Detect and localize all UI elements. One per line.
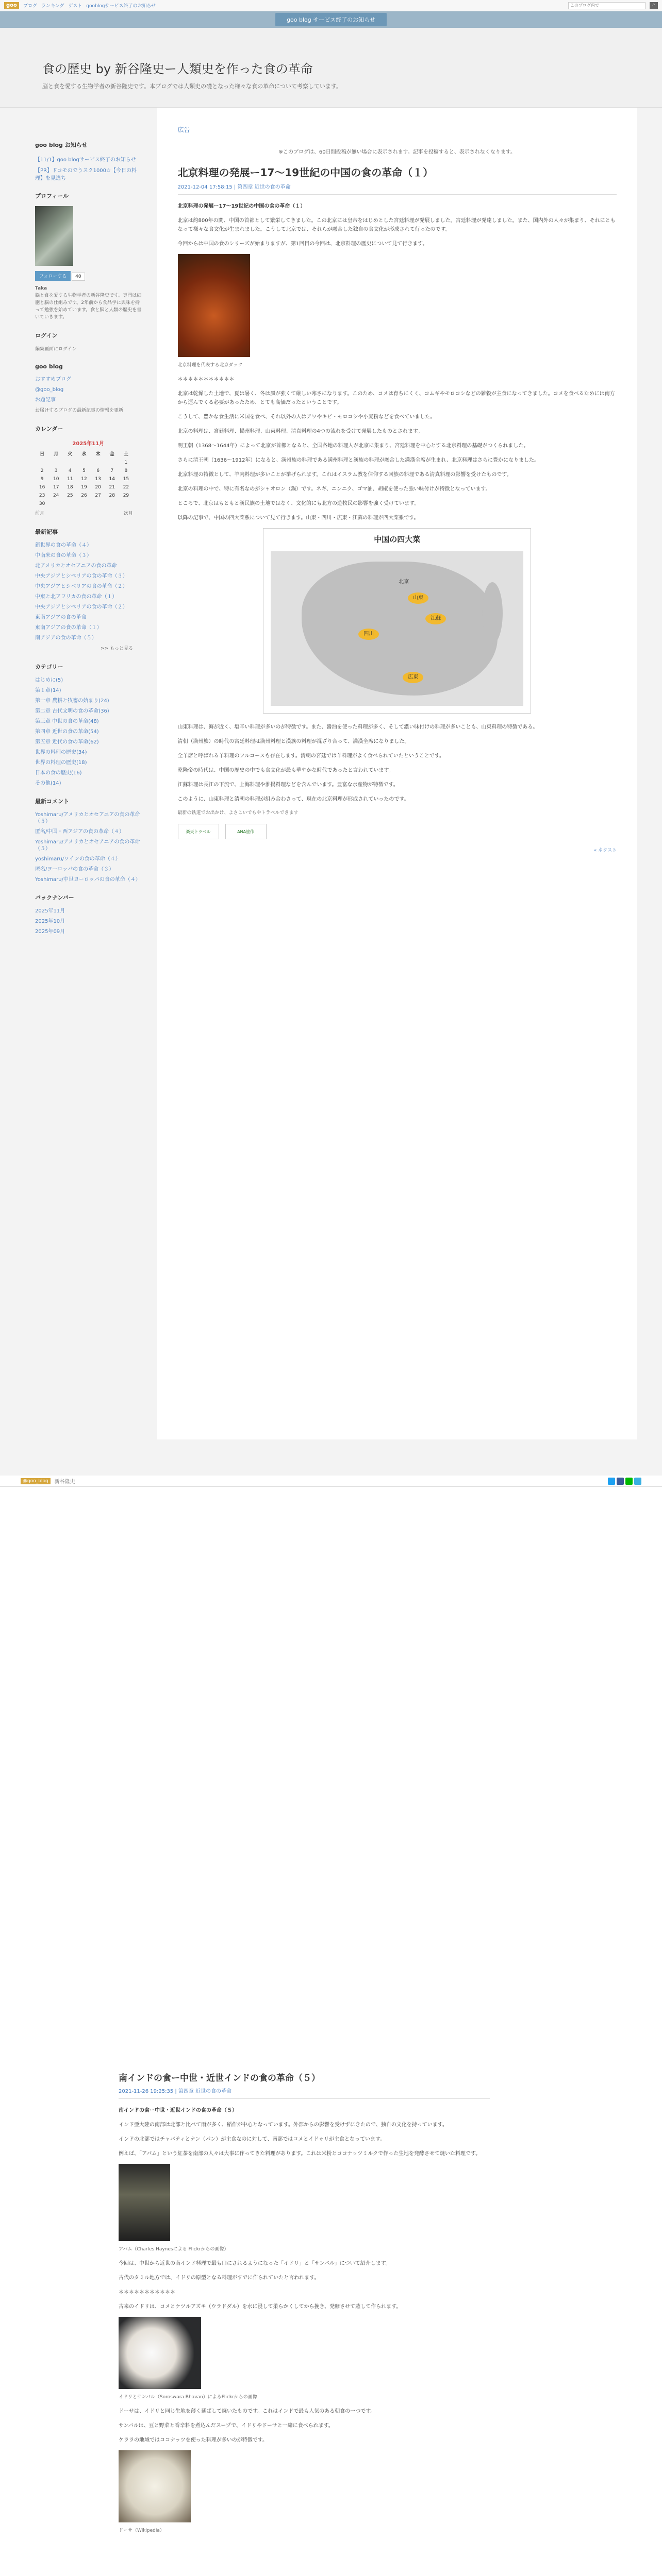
- profile-name: Taka: [35, 286, 47, 291]
- cuisine-map[interactable]: [263, 528, 531, 714]
- top-link-notice[interactable]: gooblogサービス終了のお知らせ: [86, 4, 156, 9]
- calendar-prev[interactable]: 前月: [35, 511, 45, 516]
- recent-article-link[interactable]: 中央アジアとシベリアの食の革命（３）: [35, 573, 128, 579]
- calendar-day[interactable]: 14: [109, 477, 115, 482]
- calendar-day[interactable]: 12: [81, 477, 87, 482]
- comment-list: [35, 811, 142, 883]
- goo-blog-logo[interactable]: @goo_blog: [21, 1478, 51, 1484]
- category-link[interactable]: 第１章(14): [35, 688, 61, 693]
- goo-link[interactable]: おすすめブログ: [35, 377, 72, 382]
- news-heading: goo blog お知らせ: [35, 142, 88, 148]
- category-link[interactable]: 第四章 近世の食の革命(54): [35, 729, 99, 735]
- announcement-bar: [0, 11, 662, 28]
- article-meta[interactable]: 2021-12-04 17:58:15 | 第四章 近世の食の革命: [178, 182, 617, 195]
- calendar-day: [63, 500, 77, 508]
- paragraph: 北京は乾燥した土地で、夏は暑く、冬は風が強くて厳しい寒さになります。このため、コメは育ちにくく、コムギやモロコシなどの雑穀が主食になってきました。コメを食べるためには南方から運んでくる必要があったため、とても高価だったということです。: [177, 391, 615, 405]
- calendar-day[interactable]: 30: [39, 501, 45, 506]
- article-subtitle: 南インドの食ー中世・近世インドの食の革命（５）: [119, 2108, 237, 2113]
- calendar-weekday: 火: [68, 452, 73, 457]
- footer-spacer: [0, 1439, 662, 1476]
- recent-article-link[interactable]: 中東と北アフリカの食の革命（１）: [35, 594, 118, 600]
- follow-row: [35, 271, 142, 281]
- map-region-guangdong: 広東: [403, 672, 423, 683]
- search-icon[interactable]: ⌕: [650, 2, 658, 9]
- map-label-beijing: 北京: [399, 579, 409, 585]
- profile-text: 脳と食を愛する生物学者の新谷隆史です。専門は細胞と脳の仕組みです。2年前から食品学に興味を持って勉強を始めています。食と脳と人類の歴史を書いていきます。: [35, 293, 142, 320]
- paragraph: 全羊席と呼ばれる羊料理のフルコースも存在します。清朝の宮廷では羊料理がよく食べられていたということです。: [177, 753, 445, 759]
- paragraph: 例えば、「アパム」という紅茶を南部の人々は大事に作ってきた料理があります。これは米粉とココナッツミルクで作った生地を発酵させて焼いた料理です。: [119, 2151, 481, 2157]
- calendar-next[interactable]: 次月: [123, 511, 133, 516]
- inactivity-notice: ※このブログは、60日間投稿が無い場合に表示されます。記事を投稿すると、表示されなくなります。: [278, 149, 516, 155]
- calendar: [35, 439, 142, 517]
- recent-more[interactable]: >> もっと見る: [101, 646, 133, 651]
- comments-heading: 最新コメント: [35, 798, 69, 805]
- facebook-icon[interactable]: [617, 1478, 624, 1485]
- category-list: [35, 677, 142, 787]
- line-icon[interactable]: [625, 1478, 633, 1485]
- paragraph: 今回からは中国の食のシリーズが始まりますが、第1回目の今回は、北京料理の歴史について見て行きます。: [177, 241, 428, 247]
- blog-header: [0, 28, 662, 108]
- category-link[interactable]: 世界の料理の歴史(18): [35, 760, 87, 766]
- news-list: [35, 155, 142, 181]
- sidebar: [25, 108, 142, 1439]
- paragraph: さらに清王朝（1636〜1912年）になると、満州族の料理である満州料理と漢族の料理が融合した満漢全席が生まれ、北京料理はさらに豊かになりました。: [177, 457, 540, 463]
- paragraph: 古代のタミル地方では、イドリの原型となる料理がすでに作られていたと言われます。: [119, 2275, 320, 2281]
- news-item[interactable]: 【11/1】goo blogサービス終了のお知らせ: [35, 157, 136, 163]
- calendar-day: [63, 459, 77, 467]
- calendar-day[interactable]: 9: [40, 477, 44, 482]
- calendar-day[interactable]: 20: [95, 485, 101, 490]
- calendar-day[interactable]: 25: [67, 493, 73, 498]
- calendar-day[interactable]: 8: [124, 468, 128, 473]
- category-link[interactable]: その他(14): [35, 781, 61, 786]
- blog-description: 脳と食を愛する生物学者の新谷隆史です。本ブログでは人類史の礎となった様々な食の革命について考察しています。: [42, 83, 342, 90]
- calendar-day[interactable]: 21: [109, 485, 115, 490]
- share-icons: [608, 1478, 641, 1485]
- login-link[interactable]: 編集画面にログイン: [35, 347, 77, 352]
- calendar-day: [105, 500, 119, 508]
- ad-banner[interactable]: ANA旅作: [225, 824, 267, 839]
- secondary-bar: [0, 1476, 662, 1487]
- paragraph: 清朝（満州族）の時代の宮廷料理は満州料理と漢族の料理が混ざり合って、満漢全席になりました。: [177, 739, 410, 744]
- calendar-weekday: 水: [81, 452, 87, 457]
- page-layout: [0, 108, 662, 1439]
- article-body: [178, 202, 617, 804]
- calendar-day[interactable]: 17: [53, 485, 59, 490]
- recent-article-link[interactable]: 中央アジアとシベリアの食の革命（２）: [35, 584, 128, 589]
- goo-link[interactable]: @goo_blog: [35, 387, 64, 393]
- calendar-day[interactable]: 23: [39, 493, 45, 498]
- paragraph: 以降の記事で、中国の四大菜系について見て行きます。山東・四川・広東・江蘇の料理が四大菜系です。: [177, 515, 419, 521]
- calendar-day: [91, 459, 105, 467]
- goo-links: [35, 376, 142, 403]
- image-caption: 北京料理を代表する北京ダック: [177, 363, 243, 368]
- main-article: [157, 108, 637, 1439]
- archive-heading: バックナンバー: [35, 894, 74, 901]
- calendar-table: [35, 449, 133, 508]
- paragraph: 明王朝（1368〜1644年）によって北京が首都となると、全国各地の料理人が北京に集まり、宮廷料理を中心とする北京料理の基礎がつくられました。: [177, 443, 529, 449]
- paragraph: ドーサは、イドリと同じ生地を薄く延ばして焼いたものです。これはインドで最も人気のある朝食の一つです。: [119, 2409, 376, 2414]
- calendar-weekday: 土: [123, 452, 128, 457]
- recent-list: [35, 542, 142, 641]
- top-link-blog[interactable]: ブログ: [23, 4, 37, 9]
- image-caption: アパム（Charles Haynesによる Flickrからの画像）: [119, 2247, 229, 2252]
- calendar-day[interactable]: 16: [39, 485, 45, 490]
- top-links: [23, 2, 564, 9]
- archive-list: [35, 908, 142, 935]
- calendar-day[interactable]: 27: [95, 493, 101, 498]
- calendar-day[interactable]: 28: [109, 493, 115, 498]
- calendar-day[interactable]: 15: [123, 477, 129, 482]
- recent-article-link[interactable]: 東南アジアの食の革命: [35, 615, 87, 620]
- goo-heading: goo blog: [35, 363, 63, 370]
- paragraph: このように、山東料理と清朝の料理が組み合わさって、現在の北京料理が形成されていったのです。: [177, 796, 409, 802]
- calendar-day[interactable]: 11: [67, 477, 73, 482]
- category-link[interactable]: 第一章 農耕と牧畜の始まり(24): [35, 698, 109, 704]
- calendar-day: [35, 459, 49, 467]
- comment-link[interactable]: 匿名/ヨーロッパの食の革命（３）: [35, 867, 114, 872]
- category-link[interactable]: 日本の食の歴史(16): [35, 770, 82, 776]
- comment-link[interactable]: Yoshimaru/アメリカとオセアニアの食の革命（５）: [35, 812, 140, 824]
- recent-article-link[interactable]: 新世界の食の革命（４）: [35, 543, 92, 548]
- calendar-day[interactable]: 2: [40, 468, 44, 473]
- hatena-icon[interactable]: [634, 1478, 641, 1485]
- search-input[interactable]: [568, 2, 646, 9]
- paragraph: 今回は、中世から近世の南インド料理で最も口にされるようになった「イドリ」と「サンバル」について紹介します。: [119, 2261, 391, 2266]
- recent-article-link[interactable]: 中央アジアとシベリアの食の革命（２）: [35, 604, 128, 610]
- calendar-day[interactable]: 29: [123, 493, 129, 498]
- paragraph: ケララの地域ではココナッツを使った料理が多いのが特徴です。: [119, 2437, 268, 2443]
- article-meta[interactable]: 2021-11-26 19:25:35 | 第四章 近世の食の革命: [119, 2087, 490, 2099]
- paragraph: 北京の料理の中で、特に有名なのがシャオロン（鍋）です。ネギ、ニンニク、ゴマ油、胡椒を使った強い味付けが特徴となっています。: [177, 486, 491, 492]
- second-article: [0, 2050, 662, 2576]
- top-link-guest[interactable]: ゲスト: [68, 4, 82, 9]
- paragraph: 北京料理の特徴として、羊肉料理が多いことが挙げられます。これはイスラム教を信仰する回族の料理である清真料理の影響を受けたものです。: [177, 472, 512, 478]
- calendar-day[interactable]: 22: [123, 485, 129, 490]
- paragraph: サンバルは、豆と野菜と香辛料を煮込んだスープで、イドリやドーサと一緒に食べられます。: [119, 2423, 334, 2429]
- goo-text: お届けするブログの最新記事の情報を更新: [35, 408, 124, 413]
- paragraph: インド亜大陸の南部は北部と比べて雨が多く、稲作が中心となっています。外部からの影響を受けずにきたので、独自の文化を持っています。: [119, 2122, 448, 2128]
- calendar-day[interactable]: 3: [54, 468, 58, 473]
- comment-link[interactable]: Yoshimaru/中世ヨーロッパの食の革命（４）: [35, 877, 141, 883]
- calendar-day: [119, 500, 133, 508]
- article-title[interactable]: 北京料理の発展ー17〜19世紀の中国の食の革命（１）: [177, 166, 434, 179]
- calendar-day: [77, 459, 91, 467]
- paragraph: 江蘇料理は長江の下流で、上海料理や淮揚料理などを含んでいます。豊富な水産物が特徴です。: [177, 782, 399, 788]
- recent-article-link[interactable]: 東南アジアの食の革命（１）: [35, 625, 102, 631]
- japan-landmass: [482, 582, 503, 644]
- appam-image[interactable]: [119, 2164, 170, 2241]
- peking-duck-image[interactable]: [178, 254, 250, 357]
- follower-count: 40: [72, 273, 85, 281]
- map-region-shandong: 山東: [408, 592, 428, 604]
- calendar-weekday: 金: [109, 452, 114, 457]
- ad-row: [178, 824, 617, 839]
- article-subtitle: 北京料理の発展ー17〜19世紀の中国の食の革命（１）: [177, 204, 306, 209]
- calendar-weekday: 月: [54, 452, 59, 457]
- calendar-day: [91, 500, 105, 508]
- calendar-day[interactable]: 18: [67, 485, 73, 490]
- blog-title[interactable]: 食の歴史 by 新谷隆史ー人類史を作った食の革命: [42, 62, 313, 76]
- ad-text: 最新の鉄道でお出かけ、よさこいでもやトラベルできます: [177, 810, 299, 816]
- ad-space: [0, 1487, 662, 2050]
- news-item[interactable]: 【PR】ドコモのでうスク1000☆【今日の料理】を見逃ち: [35, 168, 137, 181]
- category-heading: カテゴリー: [35, 664, 63, 670]
- top-link-ranking[interactable]: ランキング: [41, 4, 64, 9]
- calendar-day: [77, 500, 91, 508]
- calendar-day[interactable]: 24: [53, 493, 59, 498]
- calendar-day[interactable]: 10: [53, 477, 59, 482]
- calendar-month: 2025年11月: [72, 441, 105, 447]
- calendar-day[interactable]: 19: [81, 485, 87, 490]
- category-link[interactable]: 第二章 古代文明の食の革命(36): [35, 708, 109, 714]
- divider: ＊＊＊＊＊＊＊＊＊＊＊: [177, 377, 235, 382]
- category-link[interactable]: 第五章 近代の食の革命(62): [35, 739, 99, 745]
- login-heading: ログイン: [35, 332, 58, 339]
- paragraph: 乾隆帝の時代は、中国の歴史の中でも食文化が最も華やかな時代であったと言われています。: [177, 768, 394, 773]
- announcement-link[interactable]: goo blog サービス終了のお知らせ: [275, 13, 387, 26]
- calendar-day: [49, 500, 63, 508]
- goo-link[interactable]: お題記事: [35, 397, 56, 403]
- recent-article-link[interactable]: 南アジアの食の革命（５）: [35, 635, 97, 641]
- follow-button[interactable]: フォローする: [35, 271, 71, 281]
- paragraph: 北京は約800年の間、中国の首都として繁栄してきました。この北京には皇帝をはじめとした宮廷料理が発展しました。宮廷料理が発達しました。また、国内外の人々が集まり、それにともなって様々な食文化が生まれました。こうして北京では、それらが融合した独自の食文化が形成されて行ったのです。: [177, 218, 616, 232]
- comment-link[interactable]: yoshimaru/ワインの食の革命（４）: [35, 856, 121, 862]
- profile-heading: プロフィール: [35, 193, 69, 199]
- divider: ＊＊＊＊＊＊＊＊＊＊＊: [119, 2290, 175, 2295]
- calendar-weekday: 木: [95, 452, 101, 457]
- paragraph: こうして、豊かな食生活に米国を食べ、それ以外の人はアワやキビ・モロコシや小麦粉などを食べていました。: [177, 414, 436, 420]
- map-title: 中国の四大菜: [374, 535, 421, 544]
- calendar-day[interactable]: 26: [81, 493, 87, 498]
- article-body: [119, 2106, 490, 2533]
- paragraph: 古来のイドリは、コメとケツルアズキ（ウラドダル）を水に浸して柔らかくしてから挽き、発酵させて蒸して作られます。: [119, 2304, 402, 2310]
- calendar-day[interactable]: 7: [110, 468, 114, 473]
- image-caption: ドーサ（Wikipedia）: [119, 2528, 164, 2533]
- next-link[interactable]: « ネクスト: [593, 848, 617, 853]
- calendar-day: [49, 459, 63, 467]
- calendar-day[interactable]: 6: [96, 468, 100, 473]
- map-area: [271, 551, 523, 706]
- map-region-sichuan: 四川: [358, 629, 379, 640]
- category-link[interactable]: 世界の料理の歴史(34): [35, 750, 87, 755]
- recent-article-link[interactable]: 北アメリカとオセアニアの食の革命: [35, 563, 117, 569]
- recent-article-link[interactable]: 中南米の食の革命（３）: [35, 553, 92, 558]
- dosa-image[interactable]: [119, 2450, 191, 2522]
- archive-link[interactable]: 2025年09月: [35, 929, 65, 935]
- recent-heading: 最新記事: [35, 529, 58, 535]
- paragraph: インドの北部ではチャパティとナン（パン）が主食なのに対して、南部ではコメとイドゥリが主食となっています。: [119, 2137, 386, 2142]
- profile-image[interactable]: [35, 206, 73, 266]
- paragraph: 山東料理は、海が近く、塩辛い料理が多いのが特徴です。また、醤油を使った料理が多く、そして濃い味付けの料理が多いことも、山東料理の特徴である。: [177, 724, 538, 730]
- article-title[interactable]: 南インドの食ー中世・近世インドの食の革命（５）: [119, 2073, 320, 2083]
- calendar-day[interactable]: 1: [124, 460, 128, 465]
- calendar-day[interactable]: 5: [82, 468, 86, 473]
- paragraph: ところで、北京はもともと漢民族の土地ではなく、文化的にも北方の遊牧民の影響を強く受けています。: [177, 501, 420, 506]
- comment-link[interactable]: 匿名/中国・西アジアの食の革命（４）: [35, 829, 124, 835]
- goo-logo[interactable]: goo: [4, 2, 19, 9]
- calendar-day[interactable]: 4: [68, 468, 72, 473]
- calendar-day: [105, 459, 119, 467]
- map-region-jiangsu: 江蘇: [425, 613, 446, 624]
- ad-banner[interactable]: 楽天トラベル: [178, 824, 219, 839]
- image-caption: イドリとサンバル（Soroswara Bhavan）によるFlickrからの画像: [119, 2395, 257, 2400]
- calendar-day[interactable]: 13: [95, 477, 101, 482]
- archive-link[interactable]: 2025年10月: [35, 919, 65, 924]
- archive-link[interactable]: 2025年11月: [35, 908, 65, 914]
- twitter-icon[interactable]: [608, 1478, 615, 1485]
- paragraph: 北京の料理は、宮廷料理、揚州料理、山東料理、清真料理の4つの流れを受けて発展したものとされます。: [177, 429, 423, 434]
- category-link[interactable]: はじめに(5): [35, 677, 63, 683]
- comment-link[interactable]: Yoshimaru/アメリカとオセアニアの食の革命（５）: [35, 839, 140, 852]
- calendar-weekday: 日: [40, 452, 45, 457]
- category-link[interactable]: 第三章 中世の食の革命(48): [35, 719, 99, 724]
- ad-label[interactable]: 広告: [177, 126, 190, 133]
- idli-sambar-image[interactable]: [119, 2317, 201, 2389]
- calendar-heading: カレンダー: [35, 426, 63, 432]
- top-bar: [0, 0, 662, 11]
- breadcrumb[interactable]: 新谷隆史: [54, 1479, 75, 1485]
